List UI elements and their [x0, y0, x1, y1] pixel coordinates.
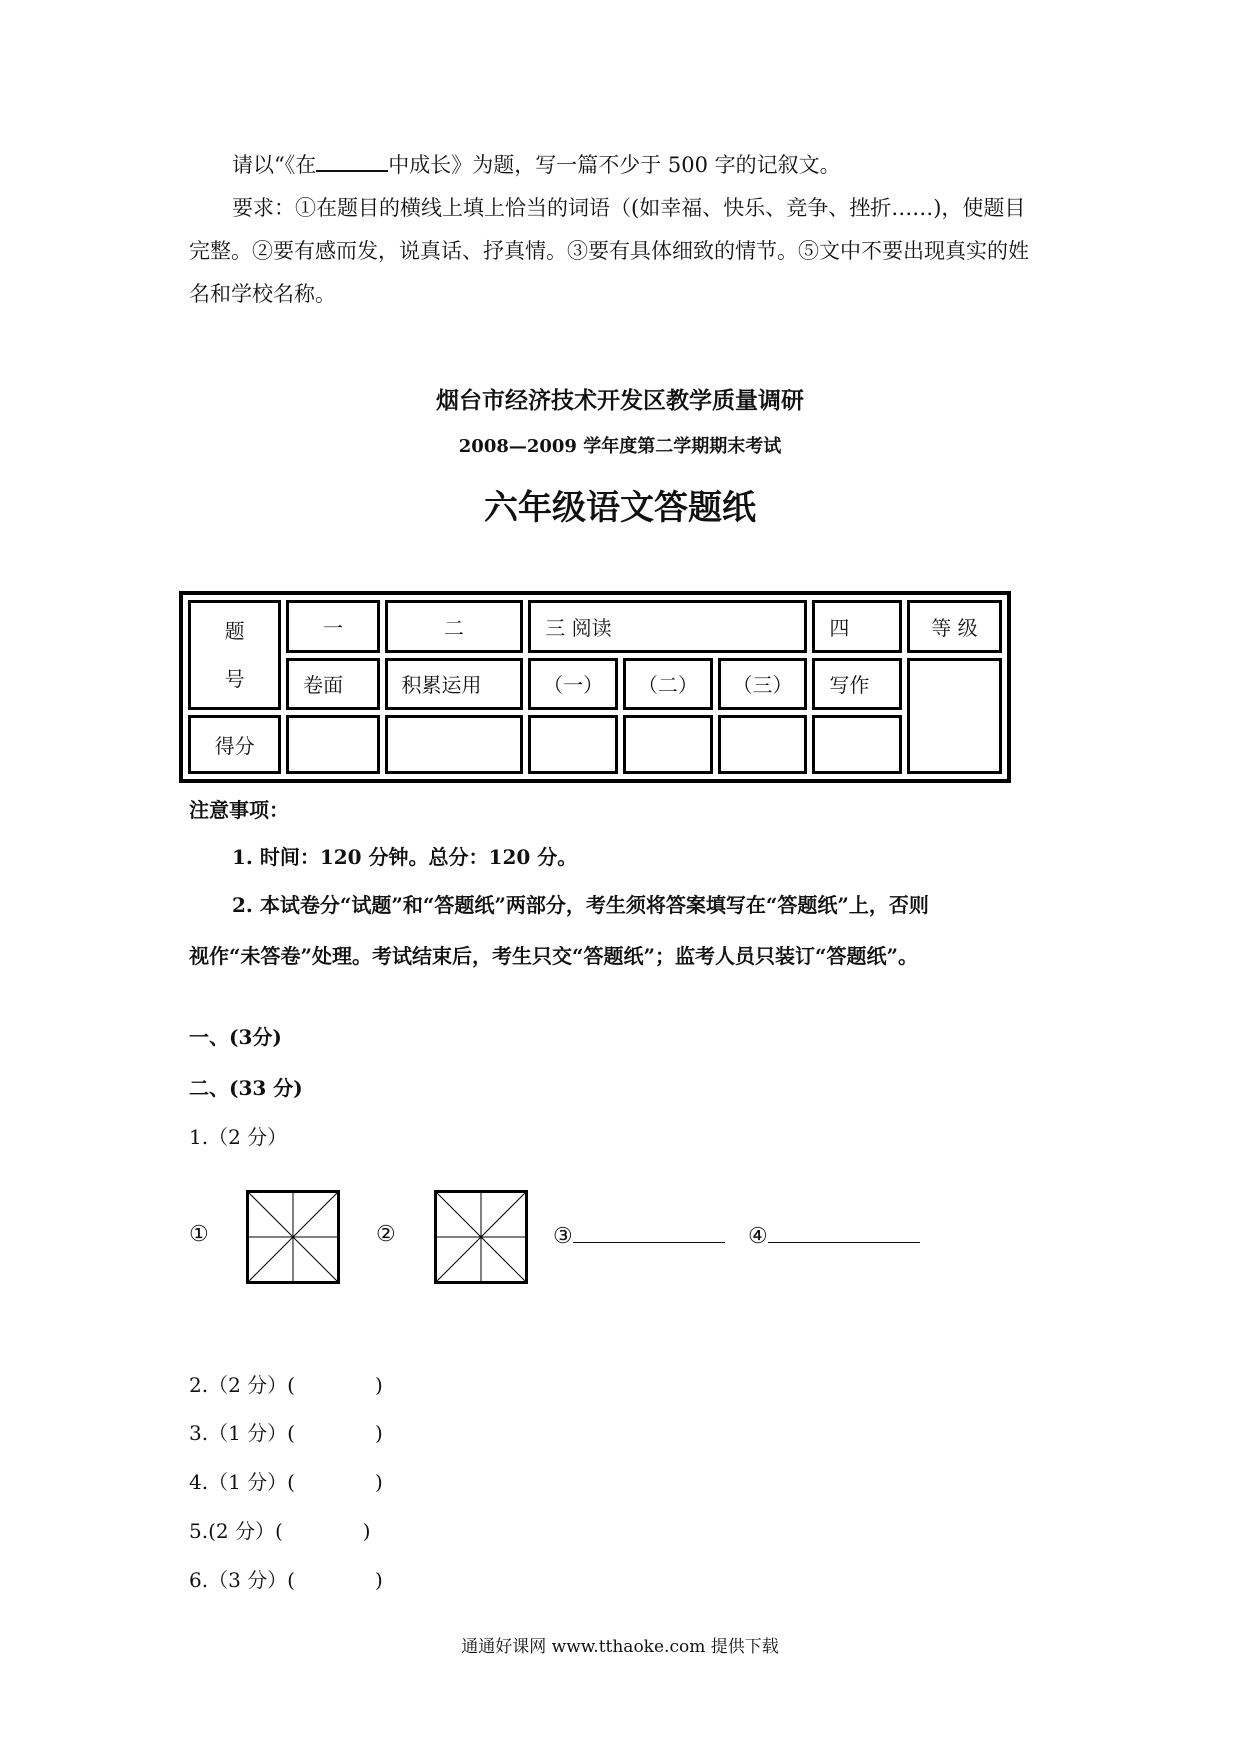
essay-requirements-line2: 完整。②要有感而发，说真话、抒真情。③要有具体细致的情节。⑤文中不要出现真实的姓 — [189, 239, 1029, 263]
grade-cell — [907, 658, 1002, 774]
question-4-label: 4.（1 分）( ) — [189, 1470, 383, 1494]
sub-reading-3: （三） — [718, 658, 808, 711]
sub-neatness: 卷面 — [286, 658, 379, 711]
section-2-heading: 二、(33 分) — [189, 1076, 303, 1100]
sub-reading-1: （一） — [528, 658, 618, 711]
essay-requirements-line1: 要求：①在题目的横线上填上恰当的词语（(如幸福、快乐、竞争、挫折……)，使题目 — [232, 196, 1026, 220]
rice-grid-icon — [437, 1193, 525, 1281]
row-label-question-number: 题 号 — [188, 600, 281, 710]
notes-item-1: 1. 时间：120 分钟。总分：120 分。 — [232, 845, 578, 869]
score-cell-3c — [718, 715, 808, 774]
header-part1: 一 — [286, 600, 379, 653]
answer-mark-4: ④ — [748, 1224, 768, 1249]
answer-mark-1: ① — [189, 1222, 209, 1247]
notes-heading: 注意事项： — [189, 798, 289, 822]
score-row-label: 得分 — [188, 715, 281, 774]
rice-grid-icon — [249, 1193, 337, 1281]
question-6-label: 6.（3 分）( ) — [189, 1568, 383, 1592]
score-cell-4 — [812, 715, 901, 774]
section-1-heading: 一、(3分) — [189, 1025, 282, 1049]
page-title: 六年级语文答题纸 — [484, 488, 756, 528]
sub-accumulation: 积累运用 — [385, 658, 524, 711]
exam-organizer: 烟台市经济技术开发区教学质量调研 — [436, 387, 804, 414]
score-cell-2 — [385, 715, 524, 774]
answer-4-line[interactable] — [768, 1220, 920, 1243]
question-5-label: 5.(2 分）( ) — [189, 1519, 371, 1543]
header-part4: 四 — [812, 600, 901, 653]
answer-mark-3: ③ — [553, 1224, 573, 1249]
sub-reading-2: （二） — [623, 658, 713, 711]
header-grade: 等 级 — [907, 600, 1002, 653]
question-3-label: 3.（1 分）( ) — [189, 1421, 383, 1445]
sub-writing: 写作 — [812, 658, 901, 711]
answer-4 — [748, 1220, 920, 1252]
score-table — [179, 591, 1011, 783]
header-part2: 二 — [385, 600, 524, 653]
essay-requirements-line3: 名和学校名称。 — [189, 282, 336, 306]
question-1-label: 1.（2 分） — [189, 1125, 288, 1149]
answer-3 — [553, 1220, 725, 1252]
header-part3-reading: 三 阅读 — [528, 600, 807, 653]
exam-term: 2008—2009 学年度第二学期期末考试 — [458, 436, 782, 457]
essay-title-blank — [316, 150, 388, 172]
page-footer: 通通好课网 www.tthaoke.com 提供下载 — [461, 1637, 779, 1657]
essay-prompt — [232, 150, 841, 180]
notes-item-2-line1: 2. 本试卷分“试题”和“答题纸”两部分，考生须将答案填写在“答题纸”上，否则 — [232, 893, 929, 917]
answer-mark-2: ② — [376, 1222, 396, 1247]
notes-item-2-line2: 视作“未答卷”处理。考试结束后，考生只交“答题纸”；监考人员只装订“答题纸”。 — [189, 944, 919, 968]
score-cell-3a — [528, 715, 618, 774]
character-grid-box-2[interactable] — [434, 1190, 528, 1284]
score-cell-3b — [623, 715, 713, 774]
score-cell-1 — [286, 715, 379, 774]
question-2-label: 2.（2 分）( ) — [189, 1373, 383, 1397]
answer-3-line[interactable] — [573, 1220, 725, 1243]
character-grid-box-1[interactable] — [246, 1190, 340, 1284]
essay-prompt-after: 中成长》为题，写一篇不少于 500 字的记叙文。 — [388, 153, 841, 177]
essay-prompt-before: 请以“《在 — [232, 153, 317, 177]
